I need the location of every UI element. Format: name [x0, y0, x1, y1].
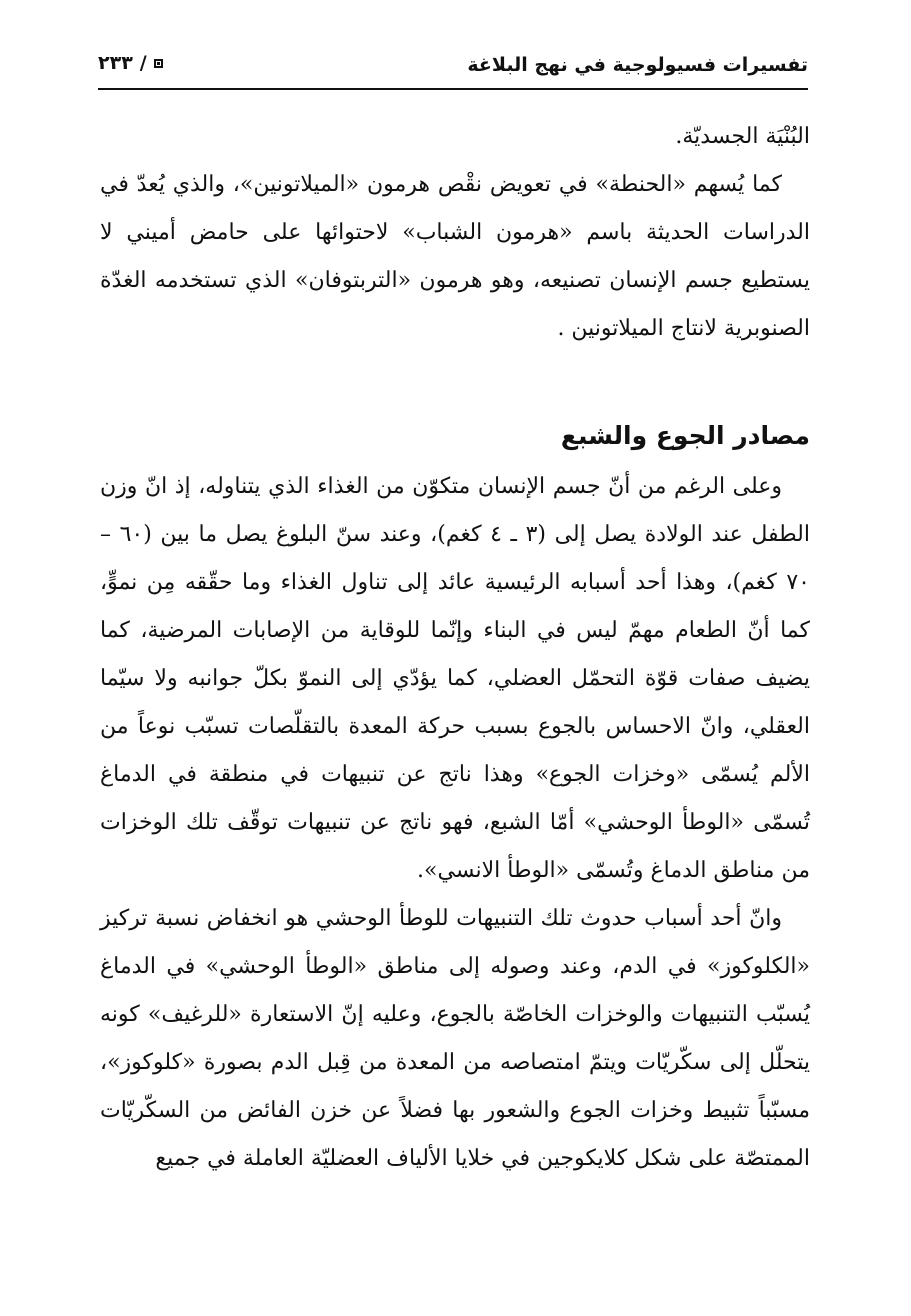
section-hunger-satiety [100, 411, 810, 1183]
section-intro-text [100, 113, 810, 353]
page-number: ٢٣٣ [98, 52, 133, 74]
page-number-separator: / [139, 52, 147, 74]
paragraph-melatonin: كما يُسهم «الحنطة» في تعويض نقْص هرمون «الميلاتونين»، والذي يُعدّ في الدراسات الحديثة باسم «هرمون الشباب» لاحتوائها على حامض أميني لا يستطيع جسم الإنسان تصنيعه، وهو هرمون «التربتوفان» الذي تستخدمه الغدّة الصنوبرية لانتاج الميلاتونين . [100, 172, 810, 341]
header-divider [98, 88, 808, 90]
paragraph-glucose: وانّ أحد أسباب حدوث تلك التنبيهات للوطأ الوحشي هو انخفاض نسبة تركيز «الكلوكوز» في الدم، وعند وصوله إلى مناطق «الوطأ الوحشي» في الدماغ يُسبّب التنبيهات والوخزات الخاصّة بالجوع، وعليه إنّ الاستعارة «للرغيف» كونه يتحلّل إلى سكّريّات ويتمّ امتصاصه من المعدة من قِبل الدم بصورة «كلوكوز»، مسبّباً تثبيط وخزات الجوع والشعور بها فضلاً عن خزن الفائض من السكّريّات الممتصّة على شكل كلايكوجين في خلايا الألياف العضليّة العاملة في جميع [100, 906, 810, 1171]
page-header [98, 46, 808, 86]
section-heading: مصادر الجوع والشبع [560, 421, 810, 450]
paragraph-body-weight: وعلى الرغم من أنّ جسم الإنسان متكوّن من الغذاء الذي يتناوله، إذ انّ وزن الطفل عند الولادة يصل إلى (٣ ـ ٤ كغم)، وعند سنّ البلوغ يصل ما بين (٦٠ – ٧٠ كغم)، وهذا أحد أسبابه الرئيسية عائد إلى تناول الغذاء وما حقّقه مِن نموٍّ، كما أنّ الطعام مهمّ ليس في البناء وإنّما للوقاية من الإصابات المرضية، كما يضيف صفات قوّة التحمّل العضلي، كما يؤدّي إلى النموّ بكلّ جوانبه ولا سيّما العقلي، وانّ الاحساس بالجوع بسبب حركة المعدة بالتقلّصات تسبّب نوعاً من الألم يُسمّى «وخزات الجوع» وهذا ناتج عن تنبيهات في منطقة في الدماغ تُسمّى «الوطأ الوحشي» أمّا الشبع، فهو ناتج عن تنبيهات توقّف تلك الوخزات من مناطق الدماغ وتُسمّى «الوطأ الانسي». [100, 474, 810, 883]
page-number-block [98, 52, 163, 74]
running-title: تفسيرات فسيولوجية في نهج البلاغة [467, 54, 808, 76]
paragraph-continuation: البُنْيَة الجسديّة. [675, 124, 810, 149]
square-ornament-icon [154, 59, 163, 68]
